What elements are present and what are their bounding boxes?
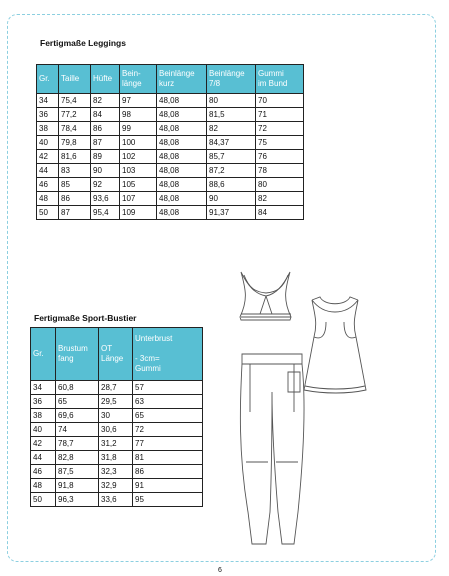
table-cell: 44 xyxy=(31,451,56,465)
bustier-header-text: Unterbrust xyxy=(135,334,173,343)
table-cell: 84 xyxy=(91,108,120,122)
table-cell: 80 xyxy=(207,94,256,108)
leggings-header-text: 7/8 xyxy=(209,79,221,88)
table-cell: 72 xyxy=(256,122,304,136)
table-cell: 48 xyxy=(37,192,59,206)
leggings-title: Fertigmaße Leggings xyxy=(40,38,126,48)
table-cell: 98 xyxy=(120,108,157,122)
table-cell: 95 xyxy=(133,493,203,507)
table-row xyxy=(37,108,304,122)
table-cell: 81 xyxy=(133,451,203,465)
table-cell: 83 xyxy=(59,164,91,178)
leggings-header-text: Gummi xyxy=(258,69,284,78)
table-cell: 28,7 xyxy=(99,381,133,395)
leggings-header-row xyxy=(37,65,304,94)
table-row xyxy=(37,164,304,178)
bustier-header-text: OT xyxy=(101,344,113,353)
table-row xyxy=(31,479,203,493)
bustier-col-header xyxy=(56,328,99,381)
table-cell: 36 xyxy=(37,108,59,122)
leggings-header-text: Beinlänge xyxy=(159,69,195,78)
table-cell: 48,08 xyxy=(157,150,207,164)
table-row xyxy=(37,206,304,220)
table-cell: 48,08 xyxy=(157,108,207,122)
leggings-header-text: Gr. xyxy=(39,74,50,83)
leggings-header-text: kurz xyxy=(159,79,175,88)
table-cell: 81,5 xyxy=(207,108,256,122)
table-cell: 95,4 xyxy=(91,206,120,220)
table-cell: 72 xyxy=(133,423,203,437)
table-cell: 78,7 xyxy=(56,437,99,451)
table-cell: 86 xyxy=(133,465,203,479)
table-row xyxy=(37,94,304,108)
table-row xyxy=(31,381,203,395)
table-cell: 71 xyxy=(256,108,304,122)
table-cell: 81,6 xyxy=(59,150,91,164)
table-cell: 32,9 xyxy=(99,479,133,493)
table-row xyxy=(37,192,304,206)
table-cell: 76 xyxy=(256,150,304,164)
bustier-col-header xyxy=(31,328,56,381)
table-cell: 30 xyxy=(99,409,133,423)
table-cell: 90 xyxy=(207,192,256,206)
bustier-header-text: Gummi xyxy=(135,364,161,373)
bustier-illustration xyxy=(240,272,291,320)
leggings-col-header xyxy=(120,65,157,94)
table-cell: 48,08 xyxy=(157,164,207,178)
table-cell: 84,37 xyxy=(207,136,256,150)
table-cell: 40 xyxy=(31,423,56,437)
table-cell: 48,08 xyxy=(157,94,207,108)
bustier-header-text: - 3cm= xyxy=(135,354,160,363)
table-cell: 32,3 xyxy=(99,465,133,479)
table-cell: 96,3 xyxy=(56,493,99,507)
table-cell: 87,5 xyxy=(56,465,99,479)
table-cell: 34 xyxy=(37,94,59,108)
table-cell: 38 xyxy=(37,122,59,136)
table-cell: 75 xyxy=(256,136,304,150)
leggings-body xyxy=(37,94,304,220)
page-number: 6 xyxy=(218,567,222,574)
table-cell: 29,5 xyxy=(99,395,133,409)
table-cell: 75,4 xyxy=(59,94,91,108)
table-cell: 31,2 xyxy=(99,437,133,451)
bustier-header-text: Brustum xyxy=(58,344,88,353)
leggings-header-text: Bein- xyxy=(122,69,141,78)
table-cell: 89 xyxy=(91,150,120,164)
leggings-col-header xyxy=(157,65,207,94)
table-cell: 48,08 xyxy=(157,178,207,192)
table-cell: 50 xyxy=(37,206,59,220)
table-cell: 50 xyxy=(31,493,56,507)
bustier-col-header xyxy=(99,328,133,381)
table-cell: 78,4 xyxy=(59,122,91,136)
table-cell: 80 xyxy=(256,178,304,192)
bustier-header-text: Länge xyxy=(101,354,124,363)
table-cell: 48,08 xyxy=(157,206,207,220)
table-cell: 90 xyxy=(91,164,120,178)
table-row xyxy=(31,409,203,423)
garment-illustration xyxy=(228,262,378,547)
table-cell: 46 xyxy=(31,465,56,479)
table-row xyxy=(37,178,304,192)
table-cell: 87 xyxy=(59,206,91,220)
table-cell: 70 xyxy=(256,94,304,108)
table-cell: 82 xyxy=(91,94,120,108)
table-cell: 107 xyxy=(120,192,157,206)
table-cell: 65 xyxy=(133,409,203,423)
table-row xyxy=(37,122,304,136)
table-cell: 92 xyxy=(91,178,120,192)
tank-top-illustration xyxy=(304,297,366,393)
table-cell: 48,08 xyxy=(157,122,207,136)
table-cell: 33,6 xyxy=(99,493,133,507)
table-cell: 88,6 xyxy=(207,178,256,192)
table-row xyxy=(31,465,203,479)
table-cell: 48,08 xyxy=(157,192,207,206)
table-cell: 63 xyxy=(133,395,203,409)
table-cell: 40 xyxy=(37,136,59,150)
table-cell: 69,6 xyxy=(56,409,99,423)
table-cell: 31,8 xyxy=(99,451,133,465)
table-cell: 103 xyxy=(120,164,157,178)
leggings-header-text: Hüfte xyxy=(93,74,113,83)
table-cell: 30,6 xyxy=(99,423,133,437)
table-cell: 84 xyxy=(256,206,304,220)
table-cell: 82,8 xyxy=(56,451,99,465)
table-cell: 105 xyxy=(120,178,157,192)
table-cell: 74 xyxy=(56,423,99,437)
bustier-col-header xyxy=(133,328,203,381)
leggings-col-header xyxy=(207,65,256,94)
table-cell: 48,08 xyxy=(157,136,207,150)
table-cell: 87 xyxy=(91,136,120,150)
table-cell: 38 xyxy=(31,409,56,423)
table-row xyxy=(31,395,203,409)
table-cell: 97 xyxy=(120,94,157,108)
leggings-header-text: länge xyxy=(122,79,142,88)
table-row xyxy=(31,423,203,437)
table-cell: 77 xyxy=(133,437,203,451)
leggings-col-header xyxy=(256,65,304,94)
table-cell: 65 xyxy=(56,395,99,409)
bustier-header-text: Gr. xyxy=(33,349,44,358)
bustier-header-text: fang xyxy=(58,354,74,363)
table-cell: 82 xyxy=(207,122,256,136)
table-cell: 42 xyxy=(31,437,56,451)
table-cell: 46 xyxy=(37,178,59,192)
table-cell: 91,37 xyxy=(207,206,256,220)
table-cell: 86 xyxy=(91,122,120,136)
table-cell: 109 xyxy=(120,206,157,220)
table-cell: 34 xyxy=(31,381,56,395)
table-cell: 82 xyxy=(256,192,304,206)
table-cell: 87,2 xyxy=(207,164,256,178)
leggings-col-header xyxy=(91,65,120,94)
table-cell: 36 xyxy=(31,395,56,409)
leggings-table xyxy=(36,64,304,220)
table-cell: 99 xyxy=(120,122,157,136)
table-cell: 102 xyxy=(120,150,157,164)
bustier-body xyxy=(31,381,203,507)
leggings-header-text: Beinlänge xyxy=(209,69,245,78)
leggings-header-text: Taille xyxy=(61,74,80,83)
table-cell: 100 xyxy=(120,136,157,150)
table-row xyxy=(31,493,203,507)
table-cell: 91,8 xyxy=(56,479,99,493)
table-row xyxy=(37,136,304,150)
table-cell: 57 xyxy=(133,381,203,395)
table-cell: 86 xyxy=(59,192,91,206)
table-cell: 85,7 xyxy=(207,150,256,164)
bustier-title: Fertigmaße Sport-Bustier xyxy=(34,313,137,323)
table-row xyxy=(37,150,304,164)
table-cell: 93,6 xyxy=(91,192,120,206)
table-cell: 48 xyxy=(31,479,56,493)
table-cell: 79,8 xyxy=(59,136,91,150)
table-cell: 60,8 xyxy=(56,381,99,395)
table-cell: 44 xyxy=(37,164,59,178)
leggings-col-header xyxy=(59,65,91,94)
table-cell: 42 xyxy=(37,150,59,164)
table-cell: 91 xyxy=(133,479,203,493)
bustier-header-row xyxy=(31,328,203,381)
bustier-table xyxy=(30,327,203,507)
leggings-illustration xyxy=(240,354,304,544)
table-row xyxy=(31,451,203,465)
table-cell: 77,2 xyxy=(59,108,91,122)
table-cell: 78 xyxy=(256,164,304,178)
leggings-header-text: im Bund xyxy=(258,79,288,88)
table-cell: 85 xyxy=(59,178,91,192)
leggings-col-header xyxy=(37,65,59,94)
bustier-header-text xyxy=(135,344,200,354)
table-row xyxy=(31,437,203,451)
